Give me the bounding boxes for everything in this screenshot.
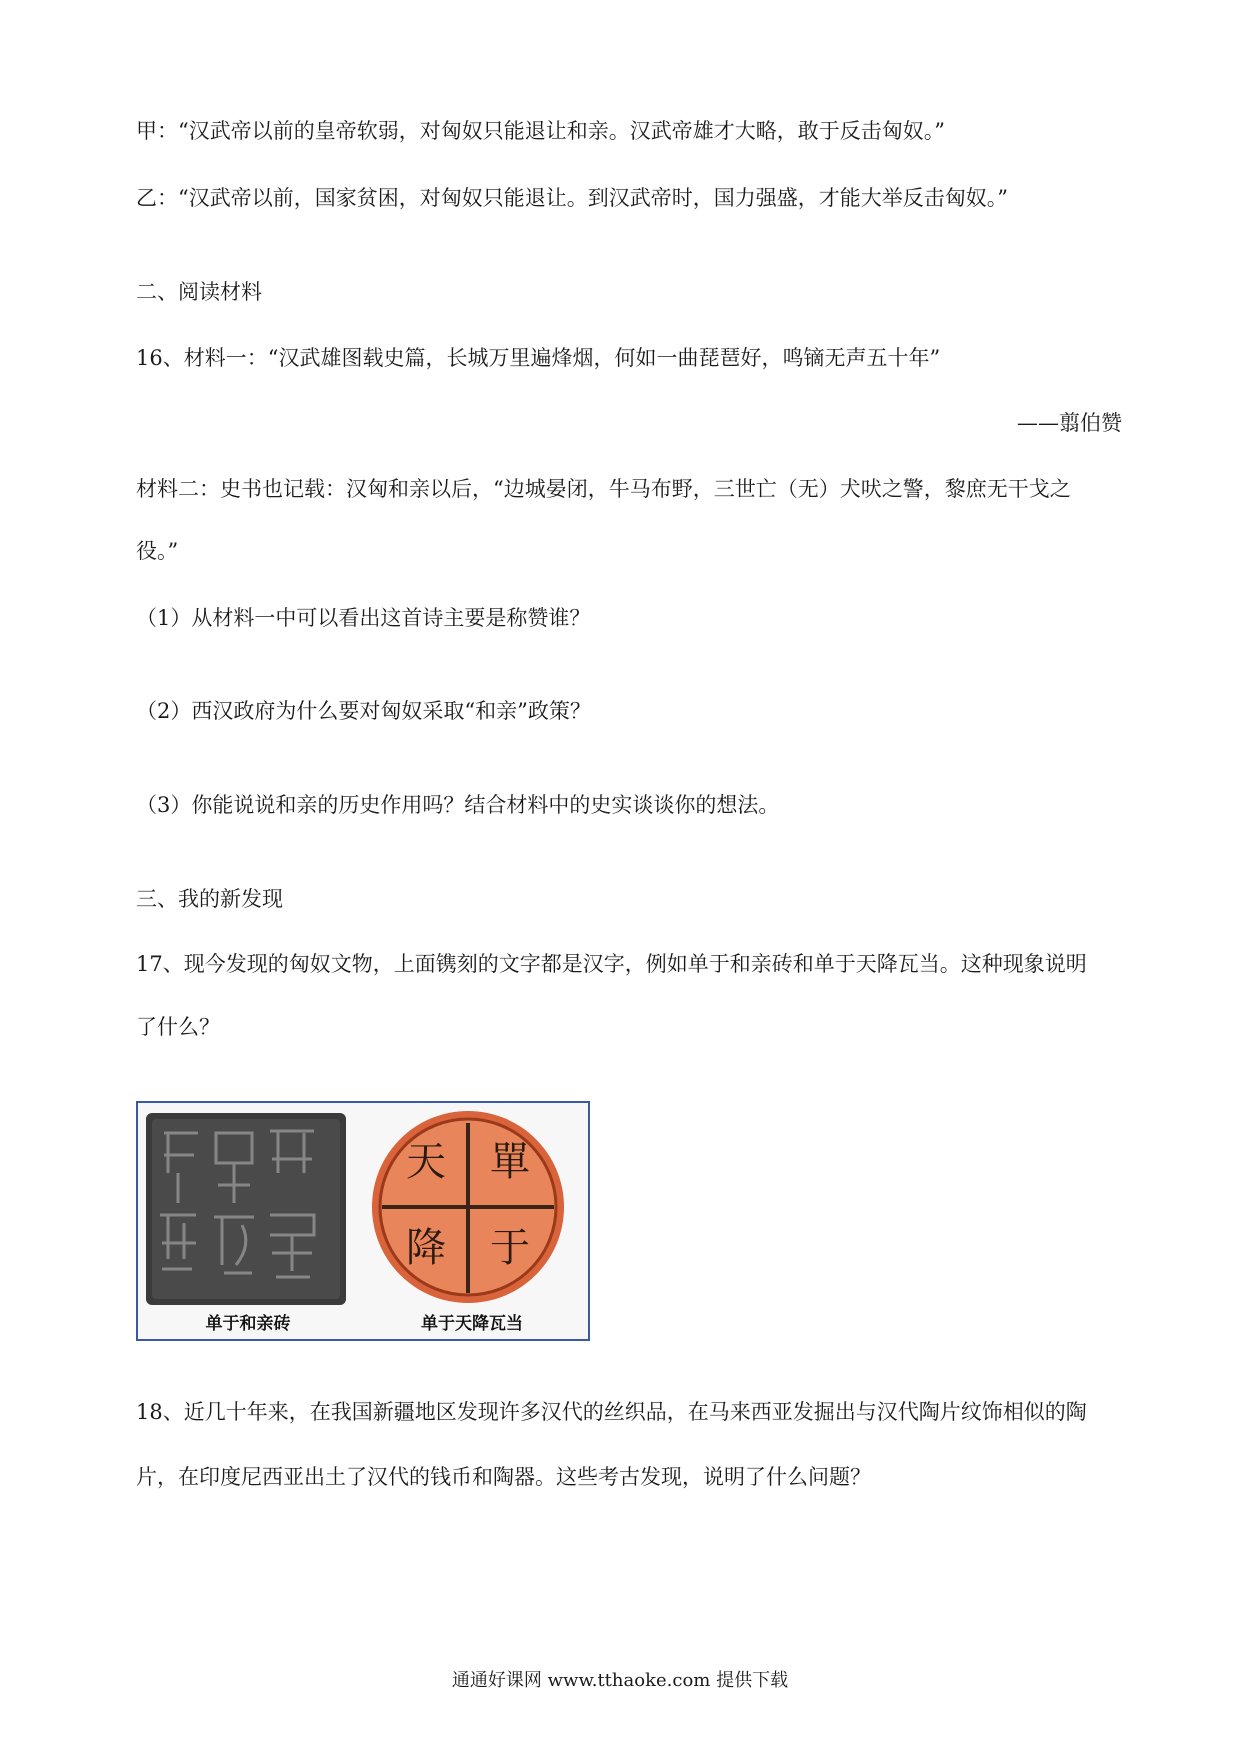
question-16-material-1: 16、材料一：“汉武雄图载史篇，长城万里遍烽烟，何如一曲琵琶好，鸣镝无声五十年” [136,346,941,370]
poem-attribution: ——翦伯赞 [1017,411,1122,435]
wadang-caption: 单于天降瓦当 [421,1314,523,1334]
question-16-part-2: （2）西汉政府为什么要对匈奴采取“和亲”政策？ [136,699,591,723]
question-18-line-1: 18、近几十年来，在我国新疆地区发现许多汉代的丝织品，在马来西亚发掘出与汉代陶片纹饰相似的陶 [136,1400,1087,1424]
wadang-char-jiang: 降 [406,1225,446,1271]
material-2-line-2: 役。” [136,539,179,563]
question-16-part-3: （3）你能说说和亲的历史作用吗？结合材料中的史实谈谈你的想法。 [136,793,780,817]
material-2-line-1: 材料二：史书也记载：汉匈和亲以后，“边城晏闭，牛马布野，三世亡（无）犬吠之警，黎庶无干戈之 [136,477,1071,501]
artifact-figure [136,1101,590,1341]
debate-statement-jia: 甲：“汉武帝以前的皇帝软弱，对匈奴只能退让和亲。汉武帝雄才大略，敢于反击匈奴。” [136,119,945,143]
question-16-part-1: （1）从材料一中可以看出这首诗主要是称赞谁？ [136,606,591,630]
debate-statement-yi: 乙：“汉武帝以前，国家贫困，对匈奴只能退让。到汉武帝时，国力强盛，才能大举反击匈奴。” [136,186,1008,210]
question-18-line-2: 片，在印度尼西亚出土了汉代的钱币和陶器。这些考古发现，说明了什么问题？ [136,1465,871,1489]
question-17-line-2: 了什么？ [136,1015,220,1039]
wadang-char-yu: 于 [490,1225,530,1271]
wadang-tile-image [372,1111,564,1303]
wadang-char-tian: 天 [406,1139,446,1185]
question-17-line-1: 17、现今发现的匈奴文物，上面镌刻的文字都是汉字，例如单于和亲砖和单于天降瓦当。这种现象说明 [136,952,1087,976]
section-heading-discovery: 三、我的新发现 [136,887,283,911]
page-footer: 通通好课网 www.tthaoke.com 提供下载 [451,1670,789,1691]
heqin-brick-image [146,1113,346,1305]
artifact-illustration [138,1103,588,1339]
brick-caption: 单于和亲砖 [205,1314,291,1334]
section-heading-reading: 二、阅读材料 [136,280,262,304]
wadang-char-shan: 單 [490,1139,530,1185]
